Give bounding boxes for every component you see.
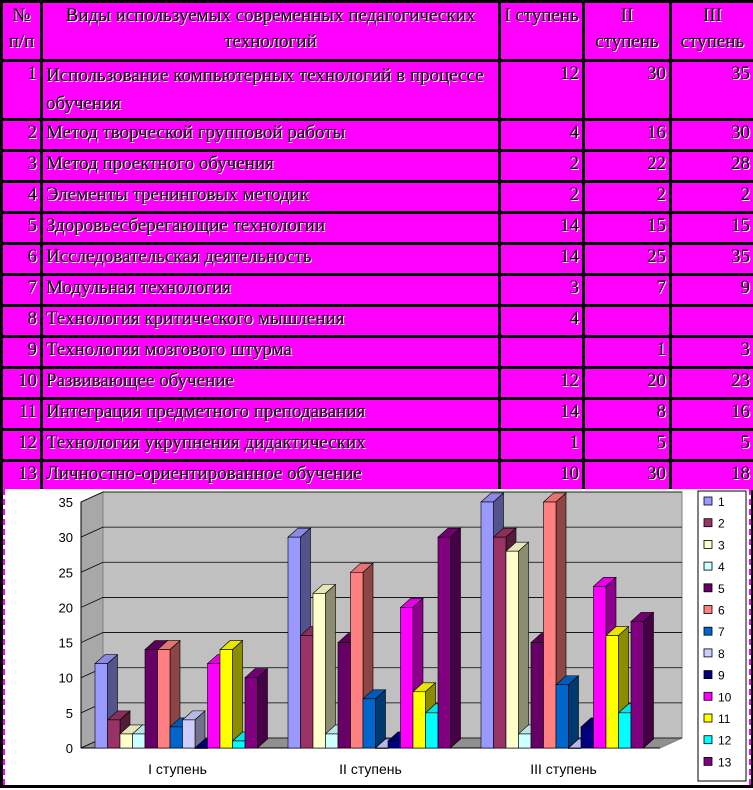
header-stage-2: II ступень bbox=[584, 2, 671, 61]
legend-swatch bbox=[704, 562, 712, 570]
bar-front bbox=[326, 734, 339, 748]
legend-swatch bbox=[704, 519, 712, 527]
technology-name: Метод проектного обучения bbox=[42, 151, 500, 182]
stage-3-value: 15 bbox=[671, 213, 753, 244]
legend-swatch bbox=[704, 606, 712, 614]
bar-front bbox=[108, 720, 121, 748]
table-row bbox=[2, 244, 753, 275]
bar-front bbox=[208, 664, 221, 748]
bar bbox=[313, 584, 336, 748]
stage-2-value: 30 bbox=[584, 461, 671, 492]
header-stage-1: I ступень bbox=[500, 2, 584, 61]
stage-2-value: 30 bbox=[584, 61, 671, 120]
bar-front bbox=[413, 692, 426, 748]
table-row bbox=[2, 306, 753, 337]
legend-label: 6 bbox=[718, 604, 725, 618]
legend-swatch bbox=[704, 627, 712, 635]
bar-front bbox=[438, 537, 451, 748]
row-number: 9 bbox=[2, 337, 42, 368]
technology-name: Метод творческой групповой работы bbox=[42, 120, 500, 151]
stage-2-value: 2 bbox=[584, 182, 671, 213]
bar-chart bbox=[5, 489, 749, 785]
table-row bbox=[2, 61, 753, 120]
row-number: 1 bbox=[2, 61, 42, 120]
bar-front bbox=[506, 551, 519, 748]
bar-front bbox=[195, 748, 208, 749]
technology-name: Технология укрупнения дидактических bbox=[42, 430, 500, 461]
stage-2-value: 5 bbox=[584, 430, 671, 461]
legend-label: 12 bbox=[718, 734, 732, 748]
bar-front bbox=[531, 643, 544, 748]
bar-front bbox=[313, 593, 326, 748]
row-number: 3 bbox=[2, 151, 42, 182]
stage-3-value bbox=[671, 306, 753, 337]
bar-side bbox=[644, 612, 654, 748]
bar-front bbox=[338, 643, 351, 748]
stage-2-value bbox=[584, 306, 671, 337]
row-number: 6 bbox=[2, 244, 42, 275]
legend-label: 2 bbox=[718, 517, 725, 531]
header-row bbox=[2, 2, 753, 61]
legend-label: 7 bbox=[718, 625, 725, 639]
stage-1-value: 1 bbox=[500, 430, 584, 461]
stage-1-value: 10 bbox=[500, 461, 584, 492]
stage-3-value: 2 bbox=[671, 182, 753, 213]
bar-side bbox=[233, 641, 243, 748]
bar-front bbox=[158, 650, 171, 748]
stage-1-value: 3 bbox=[500, 275, 584, 306]
table-row bbox=[2, 151, 753, 182]
header-technology: Виды используемых современных педагогических технологий bbox=[42, 2, 500, 61]
bar-front bbox=[301, 636, 314, 748]
y-tick-label: 35 bbox=[59, 495, 73, 510]
legend-label: 1 bbox=[718, 495, 725, 509]
table-row bbox=[2, 120, 753, 151]
stage-1-value: 14 bbox=[500, 244, 584, 275]
stage-1-value bbox=[500, 337, 584, 368]
stage-3-value: 18 bbox=[671, 461, 753, 492]
technology-name: Здоровьесберегающие технологии bbox=[42, 213, 500, 244]
legend-label: 11 bbox=[718, 712, 731, 726]
technology-name: Модульная технология bbox=[42, 275, 500, 306]
legend-swatch bbox=[704, 540, 712, 548]
technology-name: Элементы тренинговых методик bbox=[42, 182, 500, 213]
bar-side bbox=[569, 676, 579, 748]
stage-1-value: 2 bbox=[500, 151, 584, 182]
bar-front bbox=[581, 727, 594, 748]
bar-front bbox=[95, 664, 108, 748]
bar-front bbox=[606, 636, 619, 748]
x-tick-label: III ступень bbox=[530, 761, 597, 777]
bar bbox=[631, 612, 654, 748]
bar-front bbox=[388, 741, 401, 748]
row-number: 12 bbox=[2, 430, 42, 461]
row-number: 2 bbox=[2, 120, 42, 151]
bar bbox=[556, 676, 579, 748]
y-tick-label: 0 bbox=[66, 741, 73, 756]
table-row bbox=[2, 430, 753, 461]
legend-label: 10 bbox=[718, 690, 732, 704]
technology-name: Технология критического мышления bbox=[42, 306, 500, 337]
technology-name: Интеграция предметного преподавания bbox=[42, 399, 500, 430]
y-tick-label: 20 bbox=[59, 600, 73, 615]
bar-front bbox=[145, 650, 158, 748]
stage-3-value: 35 bbox=[671, 244, 753, 275]
stage-1-value: 12 bbox=[500, 368, 584, 399]
table-row bbox=[2, 337, 753, 368]
row-number: 4 bbox=[2, 182, 42, 213]
row-number: 8 bbox=[2, 306, 42, 337]
bar-front bbox=[426, 713, 439, 748]
bar-front bbox=[133, 734, 146, 748]
legend-swatch bbox=[704, 736, 712, 744]
x-tick-label: II ступень bbox=[339, 761, 402, 777]
bar-side bbox=[258, 669, 268, 748]
bar-side bbox=[451, 528, 461, 748]
y-tick-label: 30 bbox=[59, 530, 73, 545]
bar-front bbox=[376, 748, 389, 749]
legend-label: 8 bbox=[718, 647, 725, 661]
header-stage-3: III ступень bbox=[671, 2, 753, 61]
bar-front bbox=[233, 741, 246, 748]
stage-1-value: 2 bbox=[500, 182, 584, 213]
stage-3-value: 35 bbox=[671, 61, 753, 120]
technology-name: Развивающее обучение bbox=[42, 368, 500, 399]
stage-3-value: 30 bbox=[671, 120, 753, 151]
bar-front bbox=[519, 734, 532, 748]
stage-3-value: 16 bbox=[671, 399, 753, 430]
bar-front bbox=[631, 621, 644, 748]
legend-swatch bbox=[704, 714, 712, 722]
row-number: 13 bbox=[2, 461, 42, 492]
legend-swatch bbox=[704, 757, 712, 765]
bar-front bbox=[170, 727, 183, 748]
legend-swatch bbox=[704, 497, 712, 505]
bar-front bbox=[245, 678, 258, 748]
table-row bbox=[2, 399, 753, 430]
legend-swatch bbox=[704, 692, 712, 700]
stage-1-value: 4 bbox=[500, 306, 584, 337]
bar-side bbox=[519, 542, 529, 748]
technology-name: Использование компьютерных технологий в процессе обучения bbox=[42, 61, 500, 120]
legend-swatch bbox=[704, 671, 712, 679]
y-tick-label: 5 bbox=[66, 706, 73, 721]
legend-label: 13 bbox=[718, 755, 732, 769]
bar-front bbox=[619, 713, 632, 748]
legend-label: 9 bbox=[718, 669, 725, 683]
technology-name: Личностно-ориентированное обучение bbox=[42, 461, 500, 492]
stage-2-value: 16 bbox=[584, 120, 671, 151]
y-tick-label: 10 bbox=[59, 671, 73, 686]
table-row bbox=[2, 461, 753, 492]
stage-2-value: 7 bbox=[584, 275, 671, 306]
bar-front bbox=[220, 650, 233, 748]
row-number: 5 bbox=[2, 213, 42, 244]
bar-front bbox=[569, 748, 582, 749]
bar-front bbox=[401, 607, 414, 748]
stage-1-value: 14 bbox=[500, 399, 584, 430]
bar-front bbox=[544, 502, 557, 748]
bar-front bbox=[288, 537, 301, 748]
bar-front bbox=[556, 685, 569, 748]
stage-2-value: 20 bbox=[584, 368, 671, 399]
bar-front bbox=[351, 572, 364, 748]
technology-name: Технология мозгового штурма bbox=[42, 337, 500, 368]
legend-label: 4 bbox=[718, 560, 725, 574]
stage-3-value: 28 bbox=[671, 151, 753, 182]
stage-3-value: 5 bbox=[671, 430, 753, 461]
stage-2-value: 8 bbox=[584, 399, 671, 430]
stage-1-value: 4 bbox=[500, 120, 584, 151]
bar-front bbox=[594, 586, 607, 748]
row-number: 7 bbox=[2, 275, 42, 306]
legend-label: 3 bbox=[718, 538, 725, 552]
legend-swatch bbox=[704, 649, 712, 657]
row-number: 11 bbox=[2, 399, 42, 430]
stage-2-value: 15 bbox=[584, 213, 671, 244]
bar bbox=[220, 641, 243, 748]
bar bbox=[506, 542, 529, 748]
table-row bbox=[2, 275, 753, 306]
chart-area bbox=[3, 489, 751, 785]
bar-side bbox=[376, 690, 386, 748]
stage-2-value: 22 bbox=[584, 151, 671, 182]
table-row bbox=[2, 213, 753, 244]
bar-front bbox=[363, 699, 376, 748]
bar-side bbox=[326, 584, 336, 748]
row-number: 10 bbox=[2, 368, 42, 399]
stage-2-value: 1 bbox=[584, 337, 671, 368]
stage-3-value: 23 bbox=[671, 368, 753, 399]
bar-front bbox=[481, 502, 494, 748]
bar bbox=[438, 528, 461, 748]
y-tick-label: 25 bbox=[59, 565, 73, 580]
legend-swatch bbox=[704, 584, 712, 592]
stage-2-value: 25 bbox=[584, 244, 671, 275]
bar-front bbox=[494, 537, 507, 748]
bar-front bbox=[183, 720, 196, 748]
table-row bbox=[2, 182, 753, 213]
bar bbox=[245, 669, 268, 748]
y-tick-label: 15 bbox=[59, 636, 73, 651]
stage-3-value: 3 bbox=[671, 337, 753, 368]
x-tick-label: I ступень bbox=[148, 761, 207, 777]
table-row bbox=[2, 368, 753, 399]
stage-1-value: 12 bbox=[500, 61, 584, 120]
technology-name: Исследовательская деятельность bbox=[42, 244, 500, 275]
legend-label: 5 bbox=[718, 582, 725, 596]
stage-1-value: 14 bbox=[500, 213, 584, 244]
bar bbox=[363, 690, 386, 748]
bar-front bbox=[120, 734, 133, 748]
header-number: № п/п bbox=[2, 2, 42, 61]
stage-3-value: 9 bbox=[671, 275, 753, 306]
